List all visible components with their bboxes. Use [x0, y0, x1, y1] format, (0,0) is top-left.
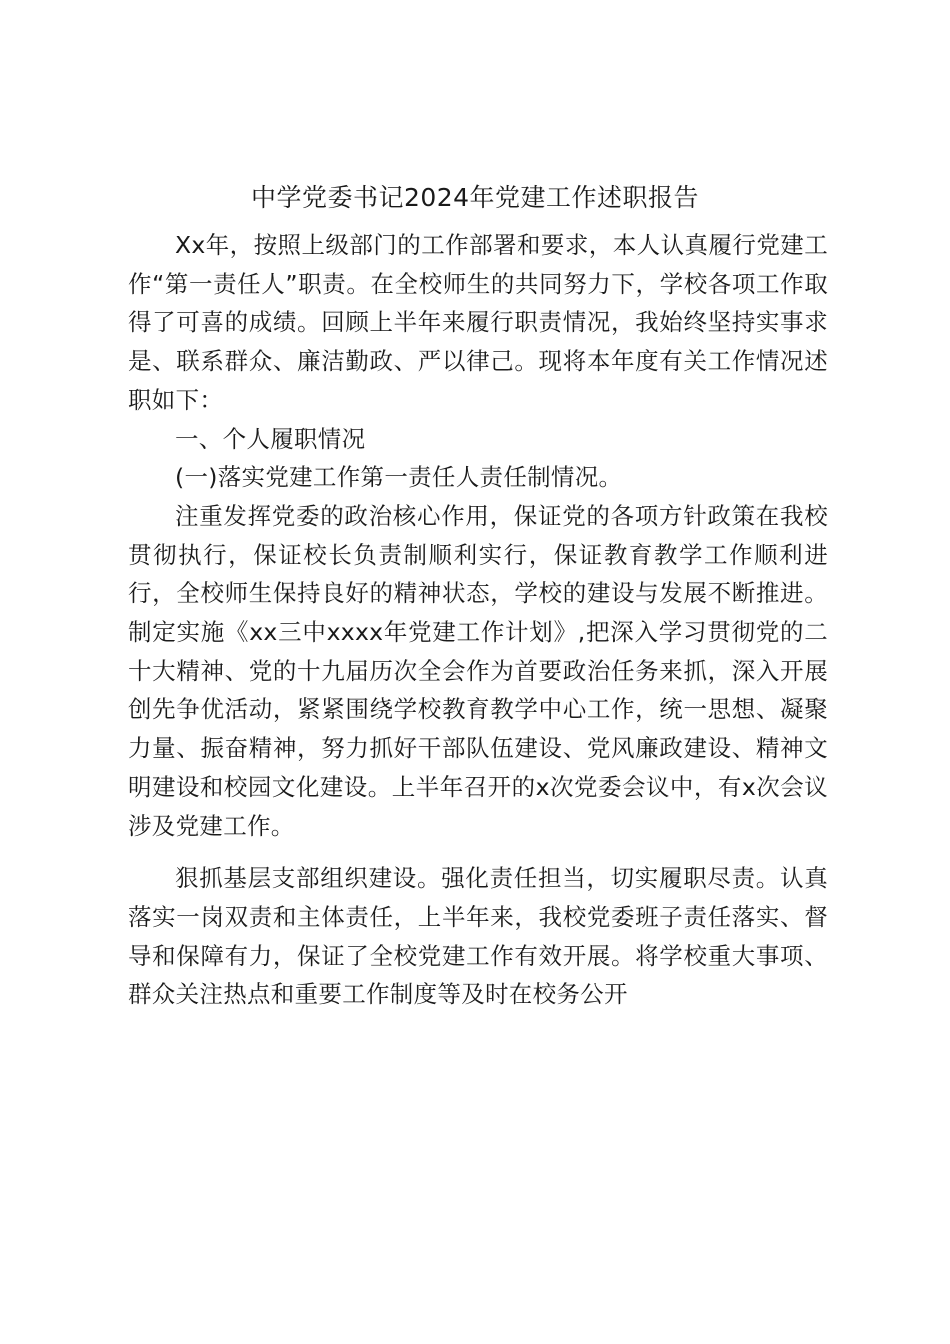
document-title: 中学党委书记2024年党建工作述职报告 — [250, 183, 700, 212]
paragraph-party-role: 注重发挥党委的政治核心作用，保证党的各项方针政策在我校贯彻执行，保证校长负责制顺利实行，保证教育教学工作顺利进行，全校师生保持良好的精神状态，学校的建设与发展不断推进。制定实施《xx三中xxxx年党建工作计划》,把深入学习贯彻党的二十大精神、党的十九届历次全会作为首要政治任务来抓，深入开展创先争优活动，紧紧围绕学校教育教学中心工作，统一思想、凝聚力量、振奋精神，努力抓好干部队伍建设、党风廉政建设、精神文明建设和校园文化建设。上半年召开的x次党委会议中，有x次会议涉及党建工作。 — [128, 501, 828, 840]
section-heading: 一、个人履职情况 — [175, 424, 366, 453]
document-body — [128, 226, 828, 1014]
paragraph-branch-building: 狠抓基层支部组织建设。强化责任担当，切实履职尽责。认真落实一岗双责和主体责任，上半年来，我校党委班子责任落实、督导和保障有力，保证了全校党建工作有效开展。将学校重大事项、群众关注热点和重要工作制度等及时在校务公开 — [128, 864, 828, 1009]
paragraph-intro: Xx年，按照上级部门的工作部署和要求，本人认真履行党建工作“第一责任人”职责。在全校师生的共同努力下，学校各项工作取得了可喜的成绩。回顾上半年来履行职责情况，我始终坚持实事求是、联系群众、廉洁勤政、严以律己。现将本年度有关工作情况述职如下： — [128, 231, 828, 414]
subsection-heading: (一)落实党建工作第一责任人责任制情况。 — [175, 463, 623, 492]
paragraph-spacer — [128, 845, 828, 859]
